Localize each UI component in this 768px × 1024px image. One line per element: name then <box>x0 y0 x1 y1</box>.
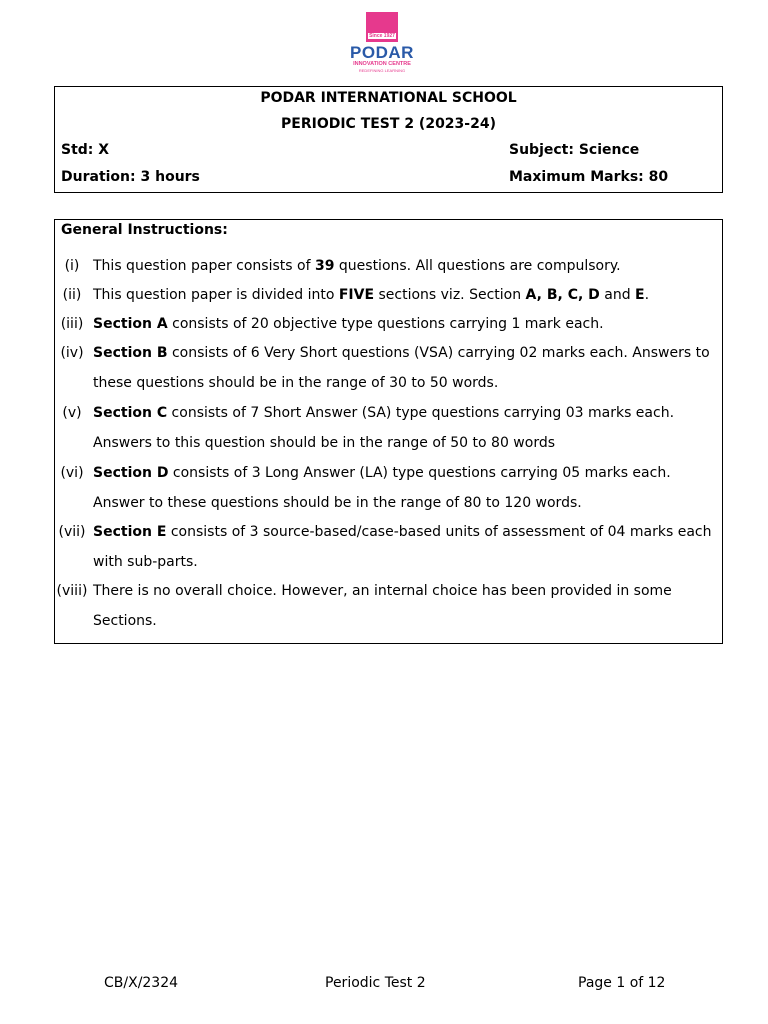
footer-code: CB/X/2324 <box>104 975 179 991</box>
instruction-bold-text: 39 <box>314 258 335 274</box>
instruction-plain-text: consists of 3 Long Answer (LA) type questions carrying 05 marks each. Answer to these questions should be in the range of 80 to 120 words. <box>93 465 671 511</box>
logo-emblem <box>366 12 398 42</box>
logo-subtitle: INNOVATION CENTRE <box>353 61 411 67</box>
instruction-text <box>93 309 713 339</box>
instruction-number: (i) <box>64 258 80 274</box>
footer-page: Page 1 of 12 <box>578 975 666 991</box>
instruction-text <box>93 338 713 398</box>
instruction-number: (v) <box>62 405 82 421</box>
instruction-plain-text: There is no overall choice. However, an internal choice has been provided in some Sections. <box>93 583 672 629</box>
instruction-plain-text: consists of 6 Very Short questions (VSA) carrying 02 marks each. Answers to these questions should be in the range of 30 to 50 words. <box>93 345 710 391</box>
instruction-number: (viii) <box>56 583 88 599</box>
instruction-bold-text: Section B <box>93 345 168 361</box>
instructions-title: General Instructions: <box>61 222 228 238</box>
instruction-bold-text: E <box>635 287 645 303</box>
school-logo <box>338 12 426 78</box>
logo-since: Since 1927 <box>369 33 395 39</box>
max-marks-label: Maximum Marks: 80 <box>509 169 669 185</box>
header-box <box>54 86 723 193</box>
instruction-text <box>93 280 713 310</box>
instruction-number: (iv) <box>60 345 84 361</box>
instruction-plain-text: This question paper consists of <box>93 258 315 274</box>
instruction-number: (iii) <box>60 316 84 332</box>
instruction-number: (ii) <box>62 287 82 303</box>
instruction-bold-text: FIVE <box>338 287 375 303</box>
logo-name: PODAR <box>350 43 414 62</box>
instruction-bold-text: A, B, C, D <box>525 287 600 303</box>
instruction-text <box>93 517 713 577</box>
instruction-bold-text: Section E <box>93 524 167 540</box>
subject-label: Subject: Science <box>509 142 640 158</box>
instruction-number: (vii) <box>58 524 86 540</box>
logo-tagline: REDEFINING LEARNING <box>358 68 406 73</box>
instruction-plain-text: sections viz. Section <box>374 287 526 303</box>
test-title: PERIODIC TEST 2 (2023-24) <box>281 116 496 132</box>
instruction-plain-text: questions. All questions are compulsory. <box>334 258 621 274</box>
school-name: PODAR INTERNATIONAL SCHOOL <box>260 90 517 106</box>
instruction-text <box>93 458 713 518</box>
instruction-plain-text: consists of 20 objective type questions carrying 1 mark each. <box>167 316 604 332</box>
instruction-plain-text: . <box>644 287 650 303</box>
instruction-text <box>93 398 713 458</box>
instruction-text <box>93 576 713 636</box>
instruction-text <box>93 251 713 281</box>
instructions-box <box>54 219 723 644</box>
instruction-bold-text: Section D <box>93 465 169 481</box>
instruction-bold-text: Section A <box>93 316 168 332</box>
instruction-number: (vi) <box>60 465 84 481</box>
instruction-bold-text: Section C <box>93 405 168 421</box>
instruction-plain-text: This question paper is divided into <box>93 287 339 303</box>
footer-test: Periodic Test 2 <box>325 975 426 991</box>
duration-label: Duration: 3 hours <box>61 169 200 185</box>
instruction-plain-text: and <box>599 287 636 303</box>
instruction-plain-text: consists of 7 Short Answer (SA) type questions carrying 03 marks each. Answers to this question should be in the range of 50 to 80 words <box>93 405 675 451</box>
std-label: Std: X <box>61 142 110 158</box>
instruction-plain-text: consists of 3 source-based/case-based units of assessment of 04 marks each with sub-parts. <box>93 524 712 570</box>
